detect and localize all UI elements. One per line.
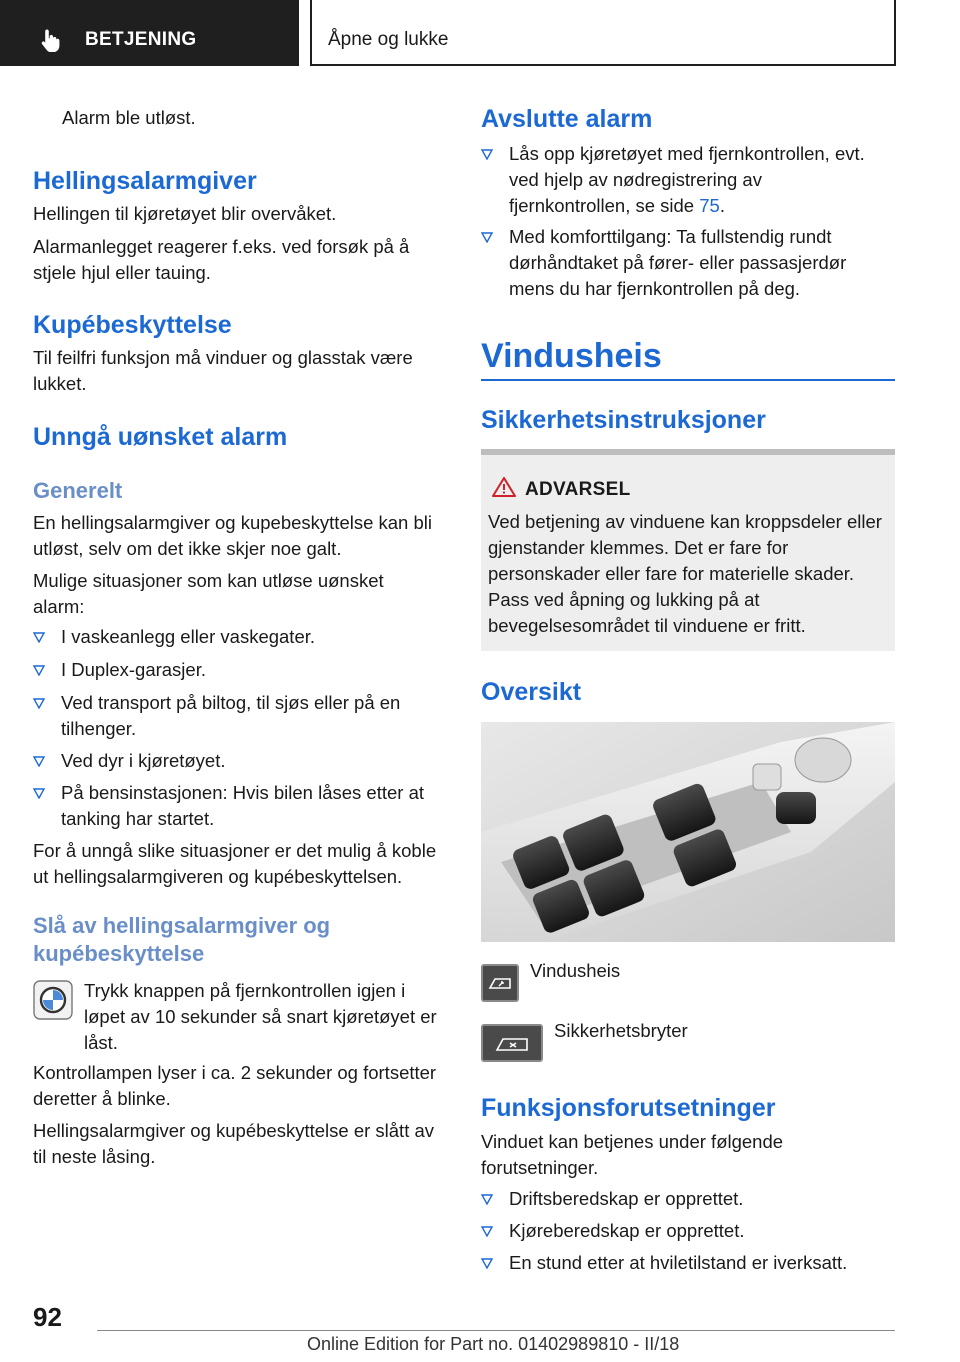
warning-body: Ved betjening av vinduene kan kroppsdeler eller gjenstander klemmes. Det er fare for personskader eller fare for materielle skader. Pass ved åpning og lukking på at bevegelsesområdet til vinduene er fritt.: [488, 511, 882, 636]
warning-title: ADVARSEL: [525, 479, 631, 500]
heading-rule: [481, 379, 895, 381]
tilt-text-2: Alarmanlegget reagerer f.eks. ved forsøk på å stjele hjul eller tauing.: [33, 236, 410, 283]
page-header: [0, 0, 960, 66]
prereq-text: Vinduet kan betjenes under følgende forutsetninger.: [481, 1131, 784, 1178]
hand-pointer-icon: [40, 28, 62, 52]
disable-text-1: Trykk knappen på fjernkontrollen igjen i løpet av 10 sekunder så snart kjøretøyet er låst.: [84, 980, 437, 1053]
triangle-bullet-icon: [481, 232, 493, 243]
safety-switch-icon: [481, 1024, 543, 1062]
heading-tilt-alarm: Hellingsalarmgiver: [33, 167, 257, 195]
footer-rule: [97, 1330, 895, 1331]
heading-interior-protection: Kupébeskyttelse: [33, 311, 232, 339]
triangle-bullet-icon: [33, 756, 45, 767]
alarm-triggered-text: Alarm ble utløst.: [62, 107, 196, 128]
page-link[interactable]: 75: [699, 195, 720, 216]
list-item: Med komforttilgang: Ta fullstendig rundt dørhåndtaket på fører- eller passasjerdør mens du har fjernkontrollen på deg.: [481, 224, 895, 302]
triangle-bullet-icon: [33, 632, 45, 643]
warning-triangle-icon: [491, 476, 517, 498]
heading-end-alarm: Avslutte alarm: [481, 105, 653, 133]
window-switch-icon: [481, 964, 519, 1002]
avoid-text: For å unngå slike situasjoner er det mulig å koble ut hellingsalarmgiveren og kupébeskyttelsen.: [33, 840, 437, 887]
tilt-text-1: Hellingen til kjøretøyet blir overvåket.: [33, 203, 337, 224]
triangle-bullet-icon: [33, 665, 45, 676]
heading-safety: Sikkerhetsinstruksjoner: [481, 406, 766, 434]
heading-avoid-alarm: Unngå uønsket alarm: [33, 423, 288, 451]
triangle-bullet-icon: [33, 788, 45, 799]
triangle-bullet-icon: [481, 1194, 493, 1205]
window-switch-photo: [481, 722, 895, 942]
disable-text-3: Hellingsalarmgiver og kupébeskyttelse er slått av til neste låsing.: [33, 1120, 435, 1167]
list-item: På bensinstasjonen: Hvis bilen låses etter at tanking har startet.: [33, 780, 447, 832]
general-text-1: En hellingsalarmgiver og kupebeskyttelse kan bli utløst, selv om det ikke skjer noe galt.: [33, 512, 432, 559]
chapter-title: Åpne og lukke: [328, 29, 449, 50]
heading-general: Generelt: [33, 478, 123, 503]
list-item: Ved transport på biltog, til sjøs eller på en tilhenger.: [33, 690, 447, 742]
heading-disable: Slå av hellingsalarmgiver og kupébeskyttelse: [33, 913, 331, 966]
triangle-bullet-icon: [481, 1226, 493, 1237]
chapter-tab: [310, 0, 896, 66]
triangle-bullet-icon: [33, 698, 45, 709]
interior-text: Til feilfri funksjon må vinduer og glasstak være lukket.: [33, 347, 413, 394]
general-text-2: Mulige situasjoner som kan utløse uønsket alarm:: [33, 570, 384, 617]
heading-prerequisites: Funksjonsforutsetninger: [481, 1094, 776, 1122]
section-tab: [0, 0, 299, 66]
triangle-bullet-icon: [481, 1258, 493, 1269]
heading-window-lift: Vindusheis: [481, 337, 662, 375]
warning-box: [481, 449, 895, 651]
door-panel-illustration: [481, 722, 895, 942]
list-item: Lås opp kjøretøyet med fjernkontrollen, evt. ved hjelp av nødregistrering av fjernkontrollen, se side 75.: [481, 141, 895, 219]
heading-overview: Oversikt: [481, 678, 582, 706]
remote-key-icon: [33, 980, 73, 1020]
legend-safety-switch: Sikkerhetsbryter: [554, 1020, 688, 1041]
section-label: BETJENING: [85, 29, 197, 50]
footer-edition: Online Edition for Part no. 01402989810 - II/18: [307, 1334, 680, 1354]
triangle-bullet-icon: [481, 149, 493, 160]
page-number: 92: [33, 1302, 62, 1332]
disable-text-2: Kontrollampen lyser i ca. 2 sekunder og fortsetter deretter å blinke.: [33, 1062, 437, 1109]
legend-window-lift: Vindusheis: [530, 960, 621, 981]
